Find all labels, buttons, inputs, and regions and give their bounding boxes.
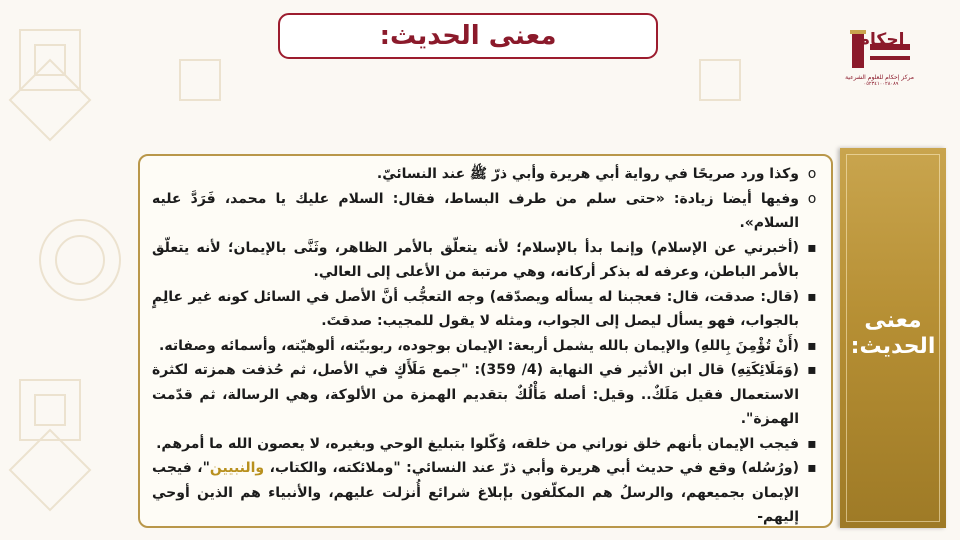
list-item-text: فيجب الإيمان بأنهم خلق نوراني من خلقه، وُكّلوا بتبليغ الوحي وبغيره، لا يعصون الله ما أمرهم.: [156, 435, 799, 452]
list-item-text: وفيها أيضا زيادة: «حتى سلم من طرف البساط، فقال: السلام عليك يا محمد، فَرَدَّ عليه السلام».: [152, 190, 799, 231]
list-item: [152, 456, 819, 530]
list-item-text: (قال: صدقت، قال: فعجبنا له يسأله ويصدّقه) وجه التعجُّب أنَّ الأصل في السائل كونه غير عالِمٍ بالجواب، فهو يسأل ليصل إلى الجواب، ومثله لا يقول للمجيب: صدقتَ.: [152, 288, 799, 329]
list-item-text-before: (ورُسُله) وقع في حديث أبي هريرة وأبي ذرّ عند النسائي: "وملائكته، والكتاب،: [264, 460, 800, 476]
circle-bullet-icon: o: [807, 166, 817, 182]
side-label-line1: معنى: [864, 308, 922, 333]
list-item: [152, 236, 819, 285]
content-panel: [138, 154, 833, 528]
list-item: [152, 334, 819, 359]
highlighted-term: والنبيين: [209, 460, 265, 476]
list-item-text: (أَنْ تُؤْمِنَ بِاللهِ) والإيمان بالله يشمل أربعة: الإيمان بوجوده، ربوبيّته، ألوهيّته، وأسمائه وصفاته.: [159, 337, 799, 354]
list-item-text: [152, 460, 799, 525]
list-item: [152, 187, 819, 236]
list-item: [152, 432, 819, 457]
slide-title: معنى الحديث:: [278, 13, 658, 59]
logo-wordmark: إحكام: [857, 30, 905, 50]
brand-logo: [845, 26, 914, 94]
list-item-text: (أخبرني عن الإسلام) وإنما بدأ بالإسلام؛ لأنه يتعلّق بالأمر الظاهر، وثَنَّى بالإيمان؛ لأنه يتعلّق بالأمر الباطن، وعرفه له بذكر أركانه، وهي مرتبة من الأعلى إلى العالي.: [152, 239, 799, 280]
list-item: [152, 285, 819, 334]
content-list: [152, 162, 819, 530]
square-bullet-icon: ▪: [807, 337, 817, 354]
side-label: [840, 308, 946, 360]
square-bullet-icon: ▪: [807, 460, 817, 476]
logo-subtitle: مركز إحكام للعلوم الشرعية: [845, 74, 914, 81]
logo-phone: ٠٥٢٣٤١٠٠٢٨٠٨٩: [863, 81, 899, 87]
list-item-text: (وَمَلَائِكَتِهِ) قال ابن الأثير في النهاية (4/ 359): "جمع مَلَأَكٍ في الأصل، ثم حُذفت همزته لكثرة الاستعمال فقيل مَلَكٌ.. وقيل: أصله مَأْلُكٌ بتقديم الهمزة من الألوكة، وهي الرسالة، ثم قدّمت الهمزة".: [152, 362, 799, 427]
side-label-panel: [840, 148, 946, 528]
list-item: [152, 358, 819, 432]
square-bullet-icon: ▪: [807, 239, 817, 256]
square-bullet-icon: ▪: [807, 288, 817, 305]
side-label-line2: الحديث:: [850, 334, 936, 359]
square-bullet-icon: ▪: [807, 362, 817, 378]
list-item-text: وكذا ورد صريحًا في رواية أبي هريرة وأبي ذرّ ﷺ عند النسائيّ.: [376, 166, 799, 182]
list-item-text-after: "، فيجب الإيمان بجميعهم، والرسلُ هم المكلّفون بإبلاغ شرائع أُنزلت عليهم، والأنبياء هم الذين أوحي إليهم-: [152, 460, 799, 525]
square-bullet-icon: ▪: [807, 435, 817, 452]
list-item: [152, 162, 819, 187]
circle-bullet-icon: o: [807, 190, 817, 207]
